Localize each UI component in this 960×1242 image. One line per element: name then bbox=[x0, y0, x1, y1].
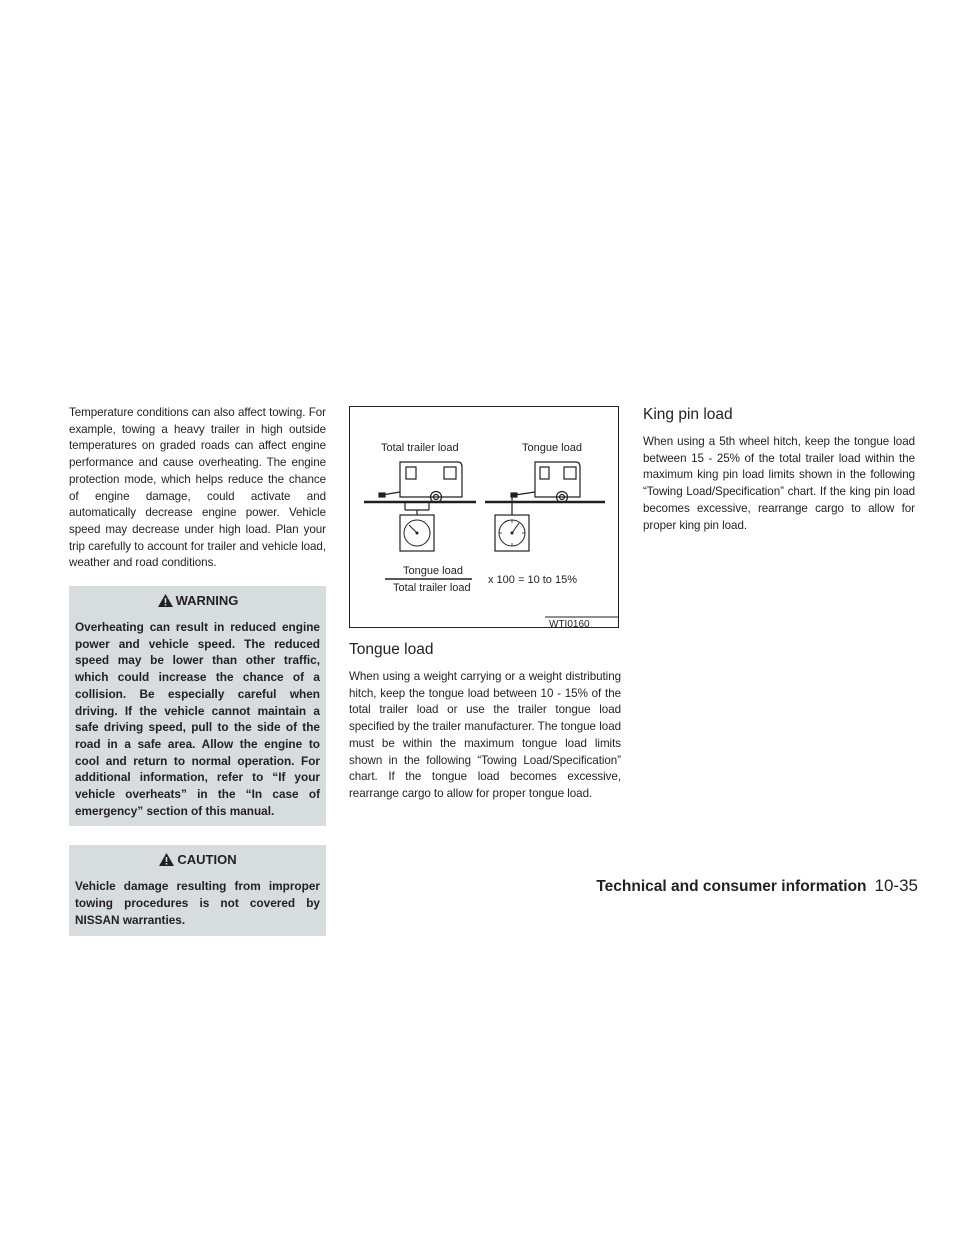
column-middle bbox=[349, 405, 621, 803]
page-footer bbox=[596, 876, 918, 896]
caution-title: CAUTION bbox=[177, 851, 237, 867]
king-pin-load-paragraph: When using a 5th wheel hitch, keep the tongue load between 15 - 25% of the total trailer load within the maximum king pin load limits shown in the following “Towing Load/Specification” chart. If the king pin load becomes excessive, rearrange cargo to allow for proper king pin load. bbox=[643, 435, 915, 532]
formula-result: x 100 = 10 to 15% bbox=[488, 574, 577, 586]
warning-title: WARNING bbox=[175, 592, 239, 608]
figure-code: WTI0160 bbox=[549, 619, 590, 627]
tongue-load-paragraph: When using a weight carrying or a weight distributing hitch, keep the tongue load between 10 - 15% of the total trailer load or use the trailer tongue load specified by the trailer manufacturer. The tongue load must be within the maximum tongue load limits shown in the following “Towing Load/Specification” chart. If the tongue load becomes excessive, rearrange cargo to allow for proper tongue load. bbox=[349, 670, 621, 800]
tongue-load-figure bbox=[349, 406, 619, 628]
scale-left-icon bbox=[400, 515, 434, 551]
page-number: 10-35 bbox=[874, 876, 918, 895]
label-tongue-load: Tongue load bbox=[522, 442, 582, 454]
fraction-numerator: Tongue load bbox=[403, 565, 463, 577]
warning-box bbox=[69, 586, 326, 826]
column-right bbox=[643, 405, 915, 534]
caution-text: Vehicle damage resulting from improper towing procedures is not covered by NISSAN warranties. bbox=[75, 879, 320, 927]
column-left bbox=[69, 405, 326, 936]
warning-text: Overheating can result in reduced engine power and vehicle speed. The reduced speed may be lower than other traffic, which could increase the chance of a collision. Be especially careful when driving. If the vehicle cannot maintain a safe driving speed, pull to the side of the road in a safe area. Allow the engine to cool and return to normal operation. For additional information, refer to “If your vehicle overheats” in the “In case of emergency” section of this manual. bbox=[75, 620, 320, 818]
caution-icon bbox=[158, 852, 175, 867]
trailer-right-icon bbox=[511, 462, 580, 503]
footer-section-title: Technical and consumer information bbox=[596, 878, 867, 895]
king-pin-load-heading: King pin load bbox=[643, 406, 733, 423]
scale-right-icon bbox=[495, 515, 529, 551]
tongue-load-heading: Tongue load bbox=[349, 641, 434, 658]
intro-paragraph: Temperature conditions can also affect towing. For example, towing a heavy trailer in high outside temperatures on graded roads can affect engine performance and cause overheating. The engine protection mode, which helps reduce the chance of engine damage, could activate and automatically decrease engine power. Vehicle speed may decrease under high load. Plan your trip carefully to account for trailer and vehicle load, weather and road conditions. bbox=[69, 406, 326, 570]
figure-illustration bbox=[350, 407, 618, 627]
trailer-left-icon bbox=[379, 462, 462, 503]
caution-header bbox=[75, 849, 320, 869]
fraction-denominator: Total trailer load bbox=[393, 582, 471, 594]
label-total-trailer-load: Total trailer load bbox=[381, 442, 459, 454]
warning-header bbox=[75, 590, 320, 610]
warning-icon bbox=[157, 593, 174, 608]
caution-box bbox=[69, 845, 326, 935]
